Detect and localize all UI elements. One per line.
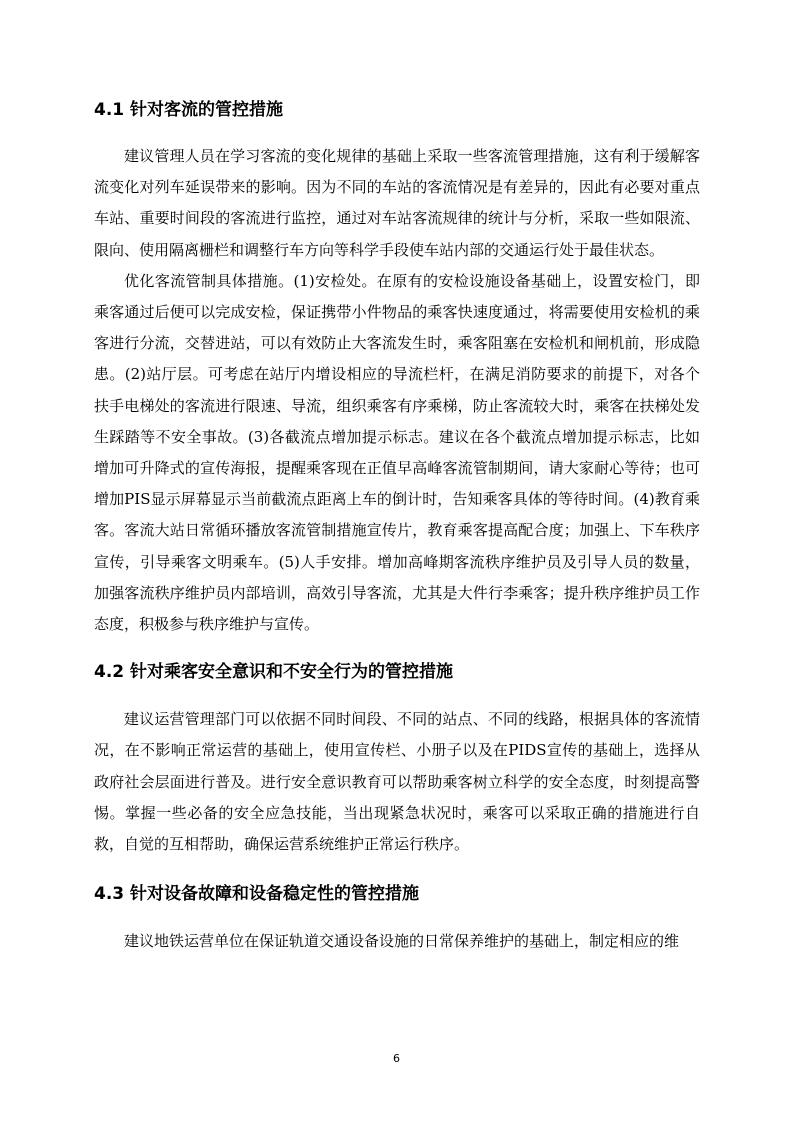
section-heading-4-1: 4.1 针对客流的管控措施 <box>94 100 284 120</box>
paragraph: 优化客流管制具体措施。(1)安检处。在原有的安检设施设备基础上，设置安检门，即乘客通过后便可以完成安检，保证携带小件物品的乘客快速度通过，将需要使用安检机的乘客进行分流，交替进站，可以有效防止大客流发生时，乘客阻塞在安检机和闸机前，形成隐患。(2)站厅层。可考虑在站厅内增设相应的导流栏杆，在满足消防要求的前提下，对各个扶手电梯处的客流进行限速、导流，组织乘客有序乘梯，防止客流较大时，乘客在扶梯处发生踩踏等不安全事故。(3)各截流点增加提示标志。建议在各个截流点增加提示标志，比如增加可升降式的宣传海报，提醒乘客现在正值早高峰客流管制期间，请大家耐心等待；也可增加PIS显示屏幕显示当前截流点距离上车的倒计时，告知乘客具体的等待时间。(4)教育乘客。客流大站日常循环播放客流管制措施宣传片，教育乘客提高配合度；加强上、下车秩序宣传，引导乘客文明乘车。(5)人手安排。增加高峰期客流秩序维护员及引导人员的数量，加强客流秩序维护员内部培训，高效引导客流，尤其是大件行李乘客；提升秩序维护员工作态度，积极参与秩序维护与宣传。 <box>94 271 700 634</box>
page-number: 6 <box>393 1052 400 1065</box>
paragraph: 建议管理人员在学习客流的变化规律的基础上采取一些客流管理措施，这有利于缓解客流变化对列车延误带来的影响。因为不同的车站的客流情况是有差异的，因此有必要对重点车站、重要时间段的客流进行监控，通过对车站客流规律的统计与分析，采取一些如限流、限向、使用隔离栅栏和调整行车方向等科学手段使车站内部的交通运行处于最佳状态。 <box>94 147 700 259</box>
paragraph: 建议运营管理部门可以依据不同时间段、不同的站点、不同的线路，根据具体的客流情况，在不影响正常运营的基础上，使用宣传栏、小册子以及在PIDS宣传的基础上，选择从政府社会层面进行普及。进行安全意识教育可以帮助乘客树立科学的安全态度，时刻提高警惕。掌握一些必备的安全应急技能，当出现紧急状况时，乘客可以采取正确的措施进行自救，自觉的互相帮助，确保运营系统维护正常运行秩序。 <box>94 710 700 854</box>
paragraph: 建议地铁运营单位在保证轨道交通设备设施的日常保养维护的基础上，制定相应的维 <box>124 932 680 951</box>
section-heading-4-2: 4.2 针对乘客安全意识和不安全行为的管控措施 <box>94 662 454 683</box>
section-heading-4-3: 4.3 针对设备故障和设备稳定性的管控措施 <box>94 884 420 905</box>
document-body <box>94 96 700 957</box>
